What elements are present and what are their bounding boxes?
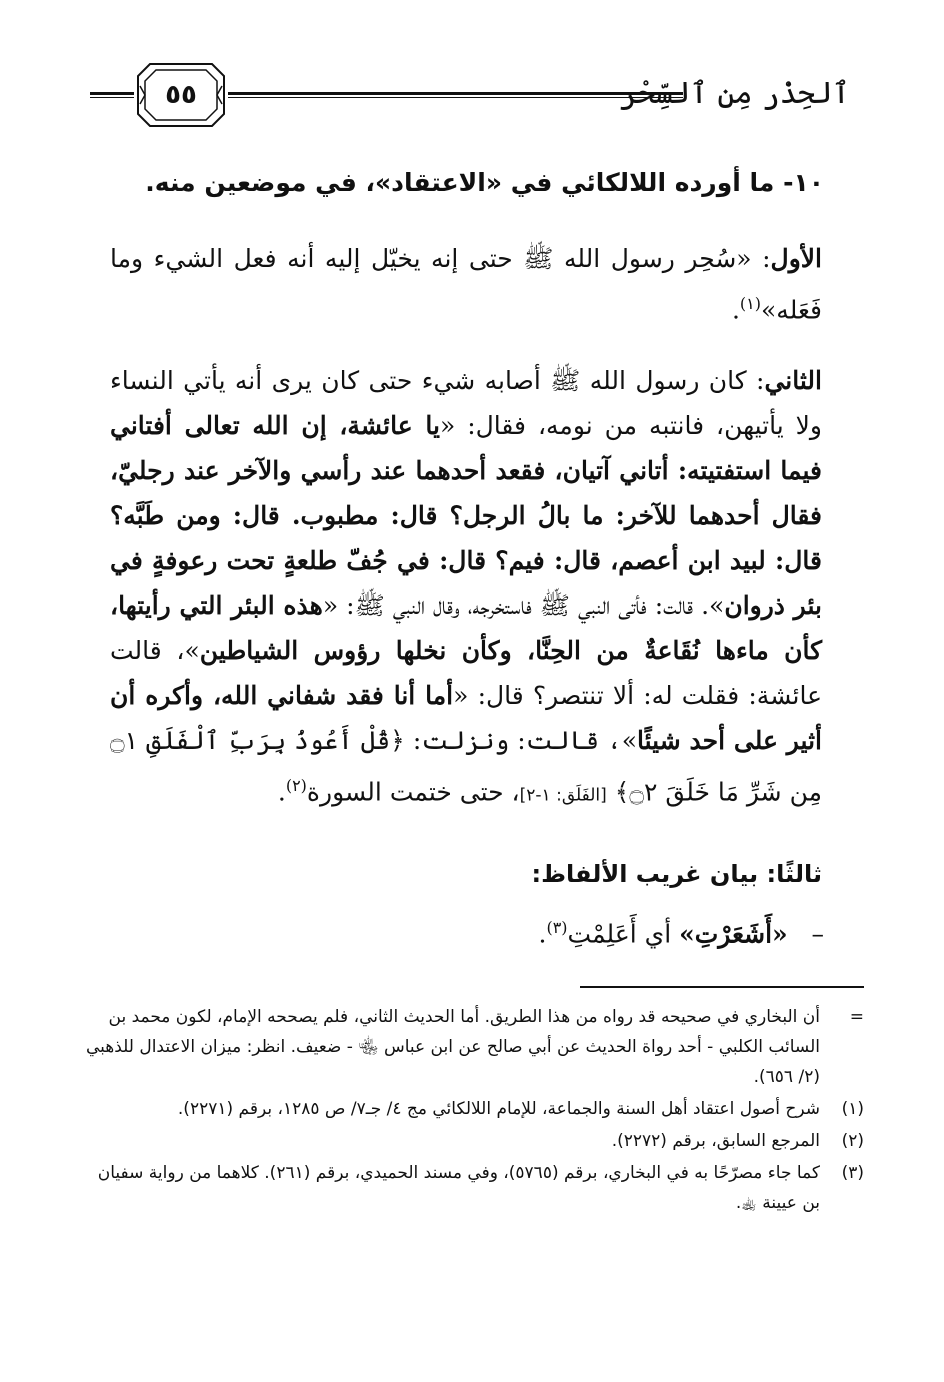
second-mid-2: »، قالت عائشة: فقلت له: ألا تنتصر؟ قال: « bbox=[110, 636, 822, 710]
header-rule-left bbox=[90, 92, 134, 98]
glossary-heading: ثالثًا: بيان غريب الألفاظ: bbox=[531, 860, 822, 888]
first-end: . bbox=[731, 295, 740, 325]
footnote-text: كما جاء مصرّحًا به في البخاري، برقم (٥٧٦٥)، وفي مسند الحميدي، برقم (٢٦١). كلاهما من رواية سفيان بن عيينة ﵀. bbox=[97, 1163, 820, 1213]
footnote-text: أن البخاري في صحيحه قد رواه من هذا الطريق. أما الحديث الثاني، فلم يصححه الإمام، لكون محمد بن السائب الكلبي - أحد رواة الحديث عن أبي صالح عن ابن عباس ﵄ - ضعيف. انظر: ميزان الاعتدال للذهبي (٢/ ٦٥٦). bbox=[85, 1007, 820, 1087]
footnote-ref-2: (٢) bbox=[285, 776, 307, 795]
footnote-3 bbox=[82, 1158, 864, 1218]
footnote-2 bbox=[82, 1126, 864, 1156]
page-number: ٥٥ bbox=[165, 80, 197, 110]
footnote-mark: (٣) bbox=[841, 1163, 864, 1183]
footnote-mark: = bbox=[849, 1007, 864, 1027]
quran-verse: ﴿قُلْ أَعُوذُ بِرَبِّ ٱلْفَلَقِ ۝١ مِن شَرِّ مَا خَلَقَ ۝٢﴾ bbox=[110, 726, 822, 807]
paragraph-second-narration bbox=[110, 358, 822, 818]
quran-reference: [الفَلَق: ١-٢] bbox=[519, 785, 607, 806]
hadith-quote-3: أما أنا فقد شفاني الله، وأكره أن أثير على أحد شيئًا bbox=[110, 681, 823, 755]
glossary-term: «أَشَعَرْتِ» bbox=[679, 919, 788, 949]
list-dash: – bbox=[811, 919, 824, 949]
footnote-1 bbox=[82, 1094, 864, 1124]
glossary-meaning: أي أَعَلِمْتِ bbox=[567, 919, 680, 949]
hadith-quote-1: يا عائشة، إن الله تعالى أفتاني فيما استفتيته: أتاني آتيان، فقعد أحدهما عند رأسي والآخر عند رجليّ، فقال أحدهما للآخر: ما بالُ الرجل؟ قال: مطبوب. قال: ومن طَبَّه؟ قال: لبيد ابن أعصم، قال: فيم؟ قال: في جُفّ طلعةٍ تحت رعوفةٍ في بئر ذروان bbox=[110, 411, 822, 620]
footnote-mark: (٢) bbox=[841, 1131, 864, 1151]
second-label: الثاني bbox=[764, 366, 822, 395]
running-book-title: ٱلحِذْر مِن ٱلسِّحْر bbox=[619, 76, 850, 111]
section-heading: ١٠- ما أورده اللالكائي في «الاعتقاد»، في موضعين منه. bbox=[145, 168, 824, 197]
header-rule-right bbox=[228, 92, 683, 98]
footnote-ref-1: (١) bbox=[739, 294, 761, 313]
second-end: . bbox=[277, 777, 286, 807]
second-intro: : كان رسول الله ﷺ أصابه شيء حتى كان يرى أنه يأتي النساء ولا يأتيهن، فانتبه من نومه، فقال: « bbox=[110, 366, 823, 440]
paragraph-first-narration bbox=[110, 236, 822, 332]
footnote-ref-3: (٣) bbox=[546, 918, 568, 937]
glossary-end: . bbox=[538, 919, 547, 949]
first-label: الأول bbox=[770, 244, 822, 273]
footnotes bbox=[82, 1002, 864, 1220]
second-ending: ، حتى ختمت السورة bbox=[306, 777, 520, 807]
footnote-continued bbox=[82, 1002, 864, 1092]
footnote-text: شرح أصول اعتقاد أهل السنة والجماعة، للإمام اللالكائي مج ٤/ جـ٧/ ص ١٢٨٥، برقم (٢٢٧١). bbox=[177, 1099, 820, 1119]
hadith-quote-2: هذه البئر التي رأيتها، كأن ماءها نُقَاعةٌ من الحِنَّا، وكأن نخلها رؤوس الشياطين bbox=[110, 591, 822, 665]
second-mid-3: »، قالت: ونزلت: bbox=[404, 726, 638, 755]
page-header bbox=[90, 62, 850, 130]
first-text: : «سُحِر رسول الله ﷺ حتى إنه يخيّل إليه أنه فعل الشيء وما فَعَله» bbox=[110, 244, 822, 325]
footnote-text: المرجع السابق، برقم (٢٢٧٢). bbox=[611, 1131, 820, 1151]
second-mid-1: ». قالت: فأتى النبي ﷺ فاستخرجه، وقال النبي ﷺ: « bbox=[322, 591, 725, 620]
glossary-item bbox=[112, 918, 824, 948]
footnote-mark: (١) bbox=[841, 1099, 864, 1119]
footnote-separator bbox=[580, 986, 864, 988]
